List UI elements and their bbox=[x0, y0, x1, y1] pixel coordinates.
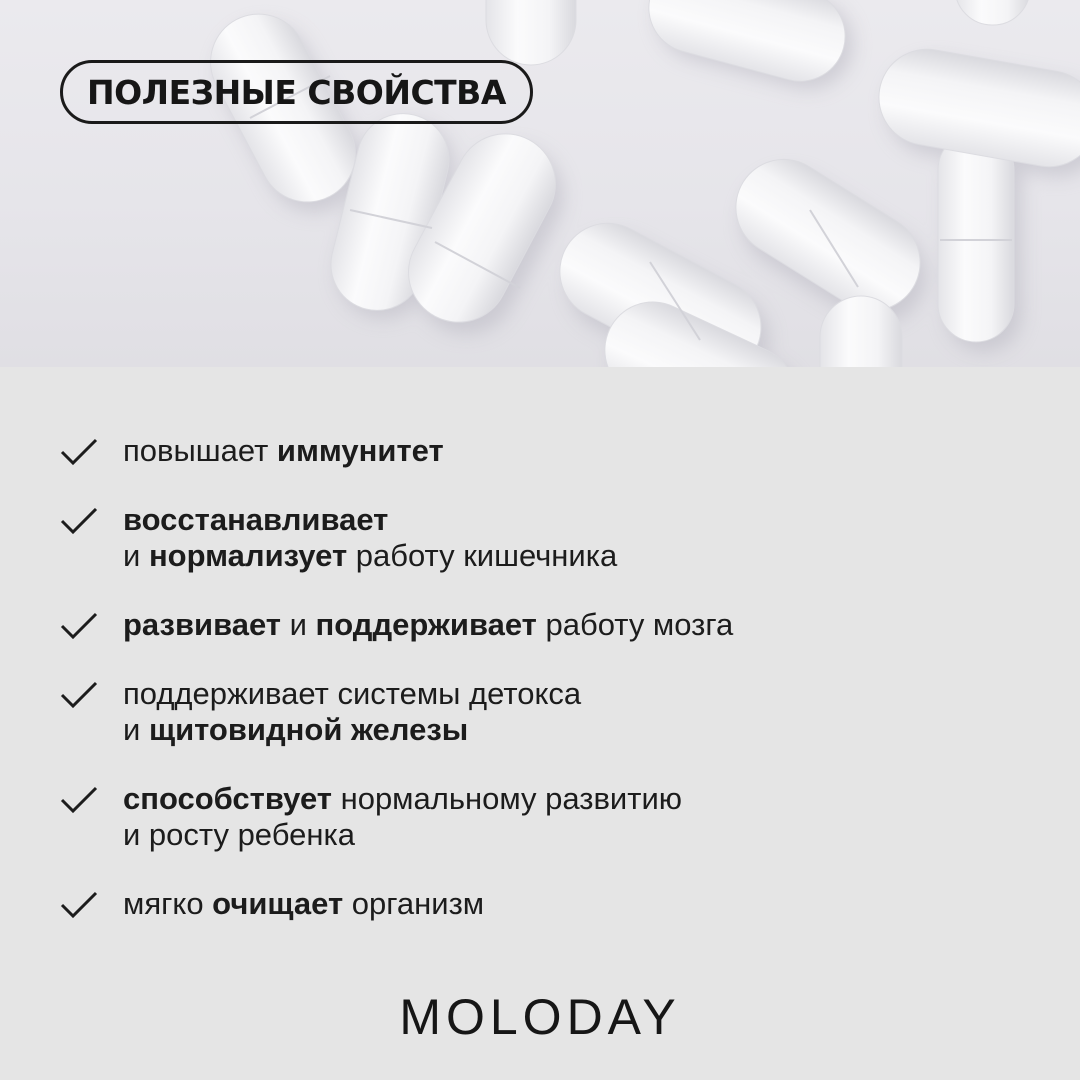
benefit-keyword: развивает bbox=[123, 607, 281, 642]
benefit-text: нормальному развитию bbox=[331, 781, 683, 816]
benefit-text: организм bbox=[343, 886, 485, 921]
check-icon bbox=[60, 888, 98, 922]
check-icon bbox=[60, 678, 98, 712]
benefit-text: и росту ребенка bbox=[123, 817, 355, 852]
page-title: ПОЛЕЗНЫЕ СВОЙСТВА bbox=[87, 72, 506, 112]
benefit-item bbox=[60, 781, 733, 853]
title-badge bbox=[60, 60, 533, 124]
benefit-text: и bbox=[123, 538, 149, 573]
check-icon bbox=[60, 609, 98, 643]
benefit-text: повышает bbox=[123, 433, 277, 468]
benefit-line bbox=[123, 607, 733, 643]
benefit-text: работу кишечника bbox=[347, 538, 618, 573]
benefit-keyword: нормализует bbox=[148, 538, 348, 573]
benefit-item bbox=[60, 886, 733, 922]
benefit-item bbox=[60, 502, 733, 574]
benefit-keyword: способствует bbox=[123, 781, 332, 816]
benefit-line bbox=[123, 433, 733, 469]
benefit-text: и bbox=[280, 607, 316, 642]
benefit-text: поддерживает системы детокса bbox=[123, 676, 582, 711]
capsules-illustration bbox=[0, 0, 1080, 367]
benefit-keyword: щитовидной железы bbox=[148, 712, 469, 747]
benefit-line bbox=[123, 886, 733, 922]
benefit-text: мягко bbox=[123, 886, 213, 921]
benefit-line bbox=[123, 676, 733, 712]
benefit-item bbox=[60, 676, 733, 748]
benefit-keyword: очищает bbox=[212, 886, 344, 921]
hero-image bbox=[0, 0, 1080, 367]
benefit-item bbox=[60, 433, 733, 469]
benefit-keyword: иммунитет bbox=[276, 433, 444, 468]
logo-text: MOLODAY bbox=[399, 989, 681, 1045]
benefit-text: и bbox=[123, 712, 149, 747]
benefit-line bbox=[123, 817, 733, 853]
benefit-line bbox=[123, 502, 733, 538]
benefit-line bbox=[123, 712, 733, 748]
benefits-section bbox=[0, 367, 1080, 1080]
check-icon bbox=[60, 504, 98, 538]
benefits-list bbox=[60, 433, 733, 922]
benefit-keyword: восстанавливает bbox=[123, 502, 389, 537]
brand-logo bbox=[0, 987, 1080, 1047]
benefit-keyword: поддерживает bbox=[315, 607, 537, 642]
benefit-item bbox=[60, 607, 733, 643]
benefit-line bbox=[123, 538, 733, 574]
check-icon bbox=[60, 435, 98, 469]
benefit-line bbox=[123, 781, 733, 817]
check-icon bbox=[60, 783, 98, 817]
benefit-text: работу мозга bbox=[536, 607, 734, 642]
